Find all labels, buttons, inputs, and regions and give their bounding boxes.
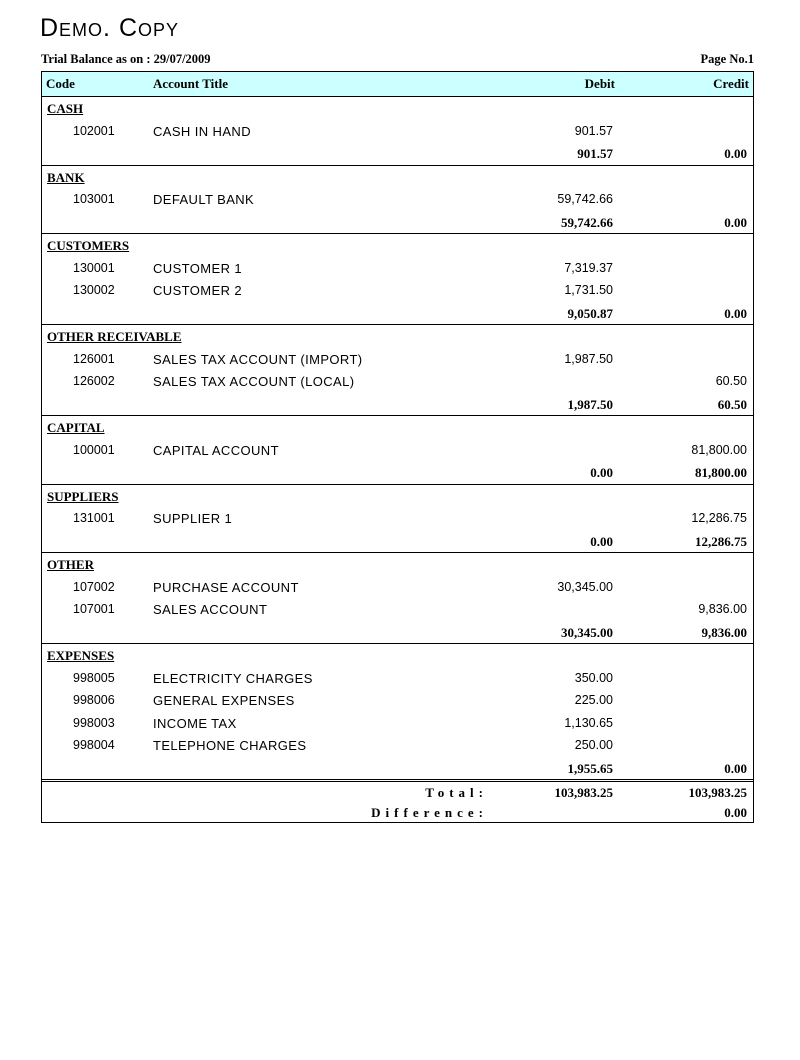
- difference-credit: 0.00: [724, 805, 747, 820]
- credit-amount: 60.50: [715, 374, 747, 388]
- group-total-debit: 0.00: [590, 465, 613, 480]
- table-row: [42, 120, 753, 143]
- account-group: [42, 485, 753, 554]
- group-total-row: [42, 142, 753, 165]
- account-code: 131001: [73, 511, 115, 525]
- credit-amount: 12,286.75: [691, 511, 747, 525]
- group-total-credit: 0.00: [724, 146, 747, 161]
- table-row: [42, 257, 753, 280]
- group-total-row: [42, 393, 753, 416]
- account-title: CUSTOMER 1: [153, 260, 242, 276]
- group-name: CASH: [47, 101, 84, 116]
- account-title: INCOME TAX: [153, 715, 237, 731]
- debit-amount: 901.57: [574, 123, 613, 138]
- account-group: [42, 644, 753, 782]
- account-code: 126001: [73, 351, 115, 366]
- account-code: 998006: [73, 693, 115, 707]
- grand-total-credit: 103,983.25: [688, 785, 747, 800]
- account-title: GENERAL EXPENSES: [153, 693, 295, 708]
- grand-total-row: [42, 782, 753, 802]
- group-total-credit: 12,286.75: [695, 533, 747, 549]
- credit-amount: 9,836.00: [698, 602, 747, 616]
- account-code: 130002: [73, 283, 115, 297]
- group-total-row: [42, 757, 753, 780]
- account-title: CUSTOMER 2: [153, 283, 242, 298]
- credit-amount: 81,800.00: [691, 442, 747, 457]
- group-total-credit: 0.00: [724, 760, 747, 776]
- group-total-debit: 0.00: [590, 533, 613, 549]
- debit-amount: 1,731.50: [564, 283, 613, 297]
- table-row: [42, 279, 753, 302]
- group-total-row: [42, 302, 753, 325]
- group-name: BANK: [47, 169, 85, 185]
- table-row: [42, 439, 753, 462]
- report-subtitle: Trial Balance as on : 29/07/2009: [41, 52, 211, 66]
- debit-amount: 1,987.50: [564, 351, 613, 366]
- account-title: SUPPLIER 1: [153, 511, 233, 526]
- table-row: [42, 507, 753, 530]
- account-code: 107001: [73, 602, 115, 616]
- column-header-code: Code: [46, 76, 75, 91]
- account-group: [42, 553, 753, 644]
- table-row: [42, 598, 753, 621]
- group-total-row: [42, 461, 753, 484]
- account-code: 100001: [73, 442, 115, 457]
- account-title: DEFAULT BANK: [153, 192, 255, 207]
- group-header-row: [42, 325, 753, 348]
- group-total-debit: 1,987.50: [567, 396, 613, 412]
- group-name: OTHER RECEIVABLE: [47, 329, 182, 344]
- group-total-credit: 60.50: [717, 396, 747, 412]
- debit-amount: 350.00: [574, 670, 613, 685]
- table-row: [42, 348, 753, 371]
- debit-amount: 7,319.37: [564, 260, 613, 275]
- table-row: [42, 576, 753, 599]
- column-header-credit: Credit: [713, 76, 749, 91]
- account-groups: [42, 97, 753, 782]
- account-group: [42, 97, 753, 166]
- account-group: [42, 325, 753, 416]
- group-total-row: [42, 530, 753, 553]
- group-header-row: [42, 553, 753, 576]
- group-header-row: [42, 644, 753, 667]
- group-total-debit: 901.57: [577, 146, 613, 161]
- total-label: Total:: [425, 785, 488, 800]
- debit-amount: 30,345.00: [557, 579, 613, 594]
- group-total-debit: 59,742.66: [561, 214, 613, 230]
- account-code: 998004: [73, 738, 115, 752]
- account-code: 998003: [73, 715, 115, 730]
- table-row: [42, 188, 753, 211]
- column-header-title: Account Title: [153, 76, 228, 91]
- difference-row: [42, 802, 753, 822]
- account-title: SALES TAX ACCOUNT (IMPORT): [153, 351, 363, 367]
- table-row: [42, 712, 753, 735]
- table-row: [42, 667, 753, 690]
- account-title: CASH IN HAND: [153, 123, 251, 139]
- group-total-debit: 1,955.65: [567, 760, 613, 776]
- group-name: OTHER: [47, 557, 94, 572]
- debit-amount: 225.00: [574, 693, 613, 707]
- group-total-credit: 0.00: [724, 214, 747, 230]
- group-total-debit: 30,345.00: [561, 624, 613, 640]
- group-total-debit: 9,050.87: [567, 305, 613, 321]
- account-title: PURCHASE ACCOUNT: [153, 579, 299, 595]
- grand-total-debit: 103,983.25: [554, 785, 613, 800]
- group-header-row: [42, 97, 753, 120]
- group-header-row: [42, 166, 753, 189]
- account-title: SALES ACCOUNT: [153, 602, 268, 617]
- group-header-row: [42, 485, 753, 508]
- column-header-debit: Debit: [584, 76, 615, 91]
- account-code: 130001: [73, 260, 115, 275]
- account-title: CAPITAL ACCOUNT: [153, 442, 279, 458]
- account-code: 102001: [73, 123, 115, 138]
- table-row: [42, 689, 753, 712]
- table-header: [42, 72, 753, 97]
- account-code: 126002: [73, 374, 115, 388]
- group-header-row: [42, 234, 753, 257]
- group-total-row: [42, 211, 753, 234]
- account-title: TELEPHONE CHARGES: [153, 738, 307, 753]
- account-group: [42, 234, 753, 325]
- account-code: 103001: [73, 192, 115, 206]
- table-row: [42, 734, 753, 757]
- debit-amount: 1,130.65: [564, 715, 613, 730]
- group-name: CUSTOMERS: [47, 238, 130, 253]
- debit-amount: 59,742.66: [557, 192, 613, 206]
- account-code: 107002: [73, 579, 115, 594]
- account-title: SALES TAX ACCOUNT (LOCAL): [153, 374, 355, 389]
- account-title: ELECTRICITY CHARGES: [153, 670, 313, 686]
- group-total-credit: 9,836.00: [701, 624, 747, 640]
- account-group: [42, 416, 753, 485]
- group-header-row: [42, 416, 753, 439]
- page-number: Page No.1: [700, 52, 754, 66]
- table-row: [42, 370, 753, 393]
- group-name: CAPITAL: [47, 420, 105, 435]
- account-group: [42, 166, 753, 235]
- group-total-credit: 81,800.00: [695, 465, 747, 480]
- account-code: 998005: [73, 670, 115, 685]
- group-name: SUPPLIERS: [47, 488, 119, 504]
- report-title: Demo. Copy: [40, 14, 180, 42]
- difference-label: Difference:: [371, 805, 488, 820]
- group-total-row: [42, 621, 753, 644]
- debit-amount: 250.00: [574, 738, 613, 752]
- group-name: EXPENSES: [47, 648, 115, 663]
- trial-balance-table: [41, 71, 754, 823]
- group-total-credit: 0.00: [724, 305, 747, 321]
